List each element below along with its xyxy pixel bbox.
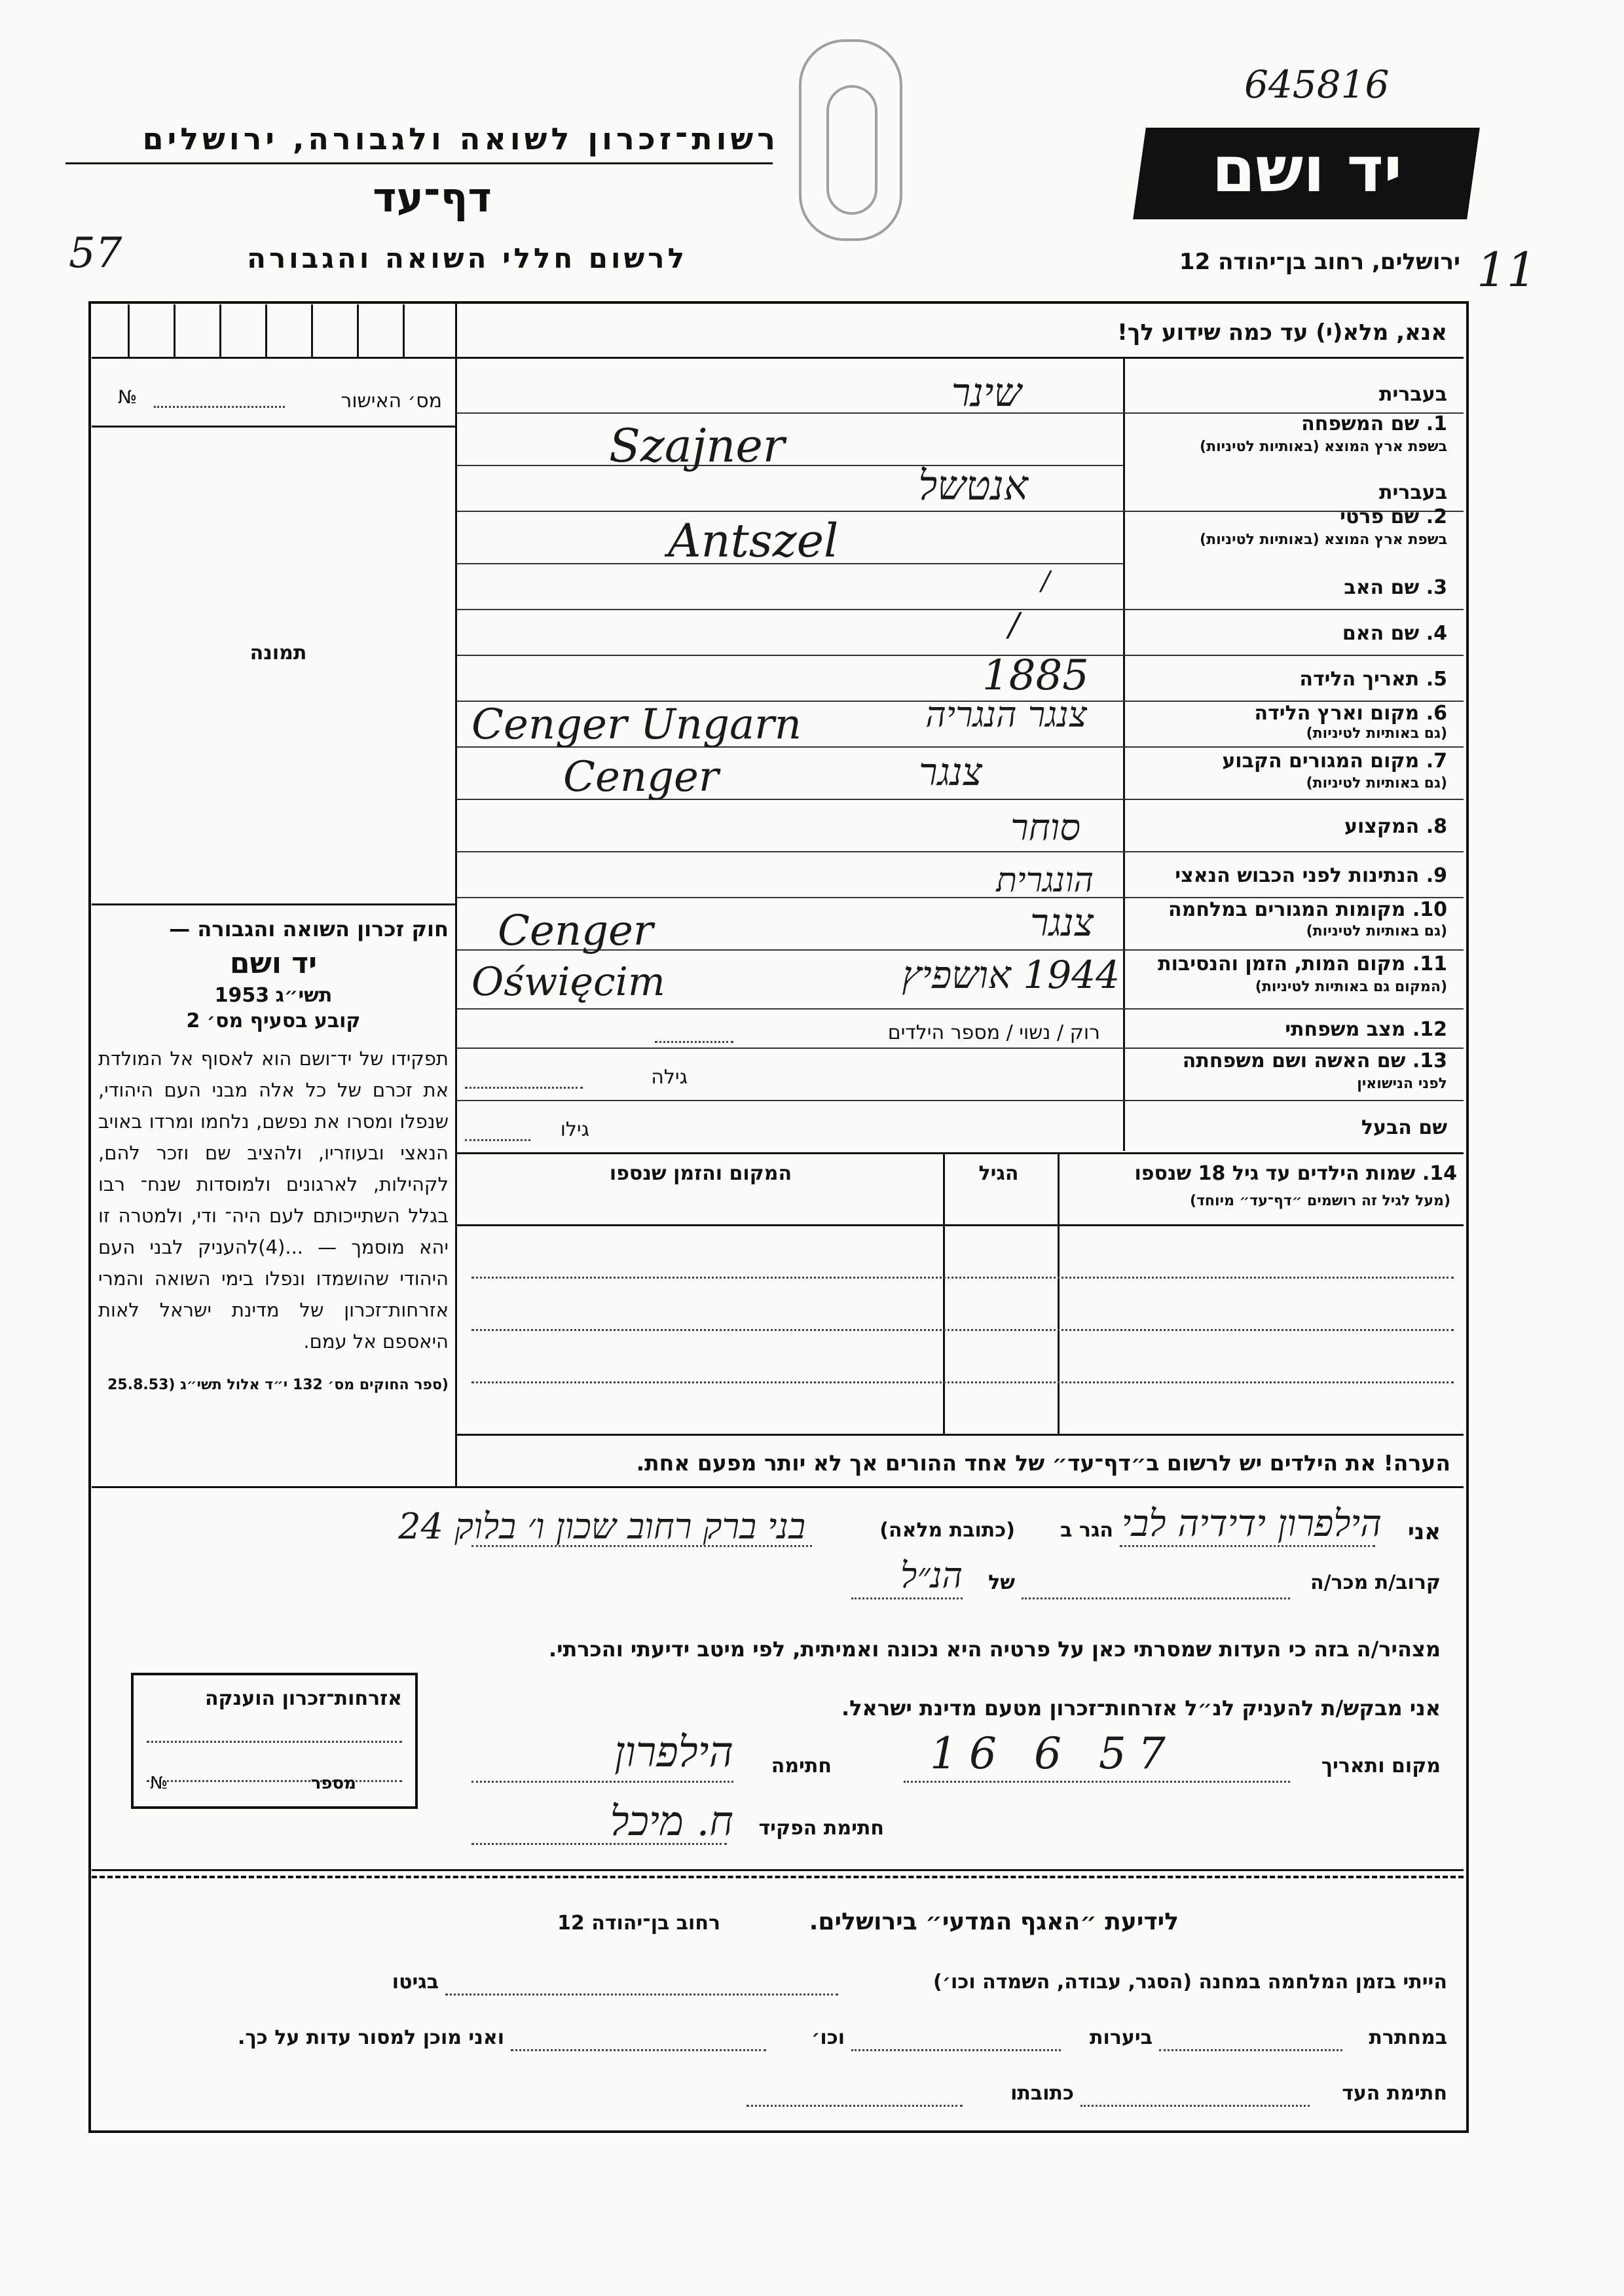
firstname-hebrew-value: אנטשל <box>918 462 1028 509</box>
bottom-line2-b: ביערות <box>1090 2026 1153 2049</box>
children-header-name-sub: (מעל לגיל זה רושמים ״דף־עד״ מיוחד) <box>1189 1193 1450 1209</box>
witness-of-label: של <box>988 1571 1015 1594</box>
yad-vashem-logo <box>1133 128 1480 219</box>
field-1-lang: בעברית <box>1379 383 1447 406</box>
children-header-place: המקום והזמן שנספו <box>609 1162 792 1185</box>
witness-address-value: בני ברק רחוב שכון ו׳ בלוק 24 <box>398 1506 805 1547</box>
field-7-label: 7. מקום המגורים הקבוע <box>1222 750 1447 773</box>
form-title: דף־עד <box>373 173 492 221</box>
field-9-label: 9. הנתינות לפני הכבוש הנאצי <box>1175 864 1447 887</box>
wartime-residence-latin-value: Cenger <box>498 907 654 955</box>
law-clause: קובע בסעיף מס׳ 2 <box>186 1010 361 1032</box>
bottom-line3-b: כתובתו <box>1010 2082 1074 2105</box>
surname-latin-value: Szajner <box>609 419 785 473</box>
husband-label: שם הבעל <box>1361 1116 1447 1139</box>
citizenship-title: אזרחות־זכרון הוענקה <box>204 1687 402 1710</box>
family-status-options: רוק / נשוי / מספר הילדים <box>887 1021 1100 1044</box>
approval-number-label: מס׳ האישור <box>341 390 442 412</box>
field-4-label: 4. שם האם <box>1342 622 1447 645</box>
wartime-residence-hebrew-value: צנגר <box>1030 900 1094 945</box>
witness-relative-label: קרוב/ת מכר/ה <box>1310 1571 1441 1594</box>
form-subtitle: לרשום חללי השואה והגבורה <box>247 242 688 274</box>
field-6-label: 6. מקום וארץ הלידה <box>1254 702 1447 725</box>
residence-hebrew-value: צנגר <box>919 750 982 794</box>
instruction-text: אנא, מלא(י) עד כמה שידוע לך! <box>1117 319 1447 346</box>
field-11-label: 11. מקום המות, הזמן והנסיבות <box>1158 953 1447 975</box>
birthplace-latin-value: Cenger Ungarn <box>471 701 802 749</box>
field-10-sub: (גם באותיות לטיניות) <box>1306 923 1447 939</box>
law-body: תפקידו של יד־ושם הוא לאסוף אל המולדת את זכרם של כל אלה מבני העם היהודי, שנפלו ומסרו את נפשם, נלחמו ומרדו באויב הנאצי ובעוזריו, ולהציב שם וזכר להם, לקהילות, לארגונים ולמוסדות שנח־ רבו בגלל השתייכותם לעם היה־ ודי, ולמטרה זו יהא מוסמך — ...(4)להעניק לבני העם היהודי שהושמדו ונפלו בימי השואה והמרי אזרחות־זכרון של מדינת ישראל לאות היאספם אל עמם. <box>98 1048 449 1353</box>
husband-age-label: גילו <box>560 1118 589 1141</box>
bottom-line2-c: וכו׳ <box>811 2026 845 2049</box>
witness-resides-label: הגר ב <box>1060 1519 1113 1542</box>
archive-number: 645816 <box>1244 62 1390 107</box>
law-year: 1953 <box>214 984 270 1007</box>
authority-name: רשות־זכרון לשואה ולגבורה, ירושלים <box>142 121 779 156</box>
citizenship-number-label: מספר <box>310 1774 356 1793</box>
margin-number-right: 11 <box>1477 242 1537 297</box>
bottom-line1-b: בגיטו <box>392 1971 439 1994</box>
witness-request: אני מבקש/ת להעניק לנ״ל אזרחות־זכרון מטעם מדינת ישראל. <box>841 1696 1441 1721</box>
citizenship-no-sign: № <box>150 1774 168 1793</box>
father-name-value: / <box>1041 566 1050 596</box>
field-12-label: 12. מצב משפחתי <box>1285 1018 1447 1041</box>
residence-latin-value: Cenger <box>563 753 719 801</box>
children-header-name: 14. שמות הילדים עד גיל 18 שנספו <box>1134 1162 1457 1185</box>
witness-declaration: מצהיר/ה בזה כי העדות שמסרתי כאן על פרטיה היא נכונה ואמיתית, לפי מיטב ידיעתי והכרתי. <box>548 1637 1441 1662</box>
birth-date-value: 1885 <box>982 651 1089 700</box>
date-value: 16 6 57 <box>930 1728 1177 1779</box>
mother-name-value: / <box>1008 606 1020 644</box>
field-1-label: 1. שם המשפחה <box>1301 412 1447 435</box>
witness-i-label: אני <box>1407 1519 1441 1545</box>
field-11-sub: (המקום גם באותיות לטיניות) <box>1255 979 1447 995</box>
address: ירושלים, רחוב בן־יהודה 12 <box>1179 249 1460 275</box>
field-3-label: 3. שם האב <box>1344 576 1447 599</box>
field-2-label: 2. שם פרטי <box>1340 505 1447 528</box>
field-6-sub: (גם באותיות לטיניות) <box>1306 725 1447 742</box>
clerk-signature-label: חתימת הפקיד <box>758 1817 884 1840</box>
death-place-hebrew-value: 1944 אושפיץ <box>902 953 1120 997</box>
field-13-sub: לפני הנישואין <box>1357 1076 1447 1092</box>
nationality-value: הונגרית <box>996 861 1094 900</box>
law-year-hebrew: תשי״ג <box>275 984 333 1007</box>
place-date-label: מקום ותאריך <box>1321 1755 1441 1777</box>
witness-name-value: הילפרון ידידיה לבי <box>1121 1503 1382 1545</box>
witness-signature: הילפרון <box>614 1728 733 1777</box>
photo-label: תמונה <box>249 642 307 665</box>
bottom-line1-a: הייתי בזמן המלחמה במחנה (הסגר, עבודה, השמדה וכו׳) <box>933 1971 1447 1994</box>
law-logo: יד ושם <box>229 947 318 980</box>
approval-boxes <box>92 304 455 357</box>
paperclip-inner-mark <box>826 85 877 215</box>
law-source: (ספר החוקים מס׳ 132 י״ד אלול תשי״ג (25.8.53 <box>107 1377 449 1393</box>
birthplace-hebrew-value: צנגר הנגריה <box>925 694 1087 735</box>
clerk-signature: ח. מיכל <box>610 1797 733 1845</box>
surname-hebrew-value: שינר <box>951 370 1022 416</box>
bottom-line3-a: חתימת העד <box>1342 2082 1447 2105</box>
citizenship-box <box>131 1673 418 1809</box>
tear-line <box>92 1876 1464 1878</box>
witness-address-label: (כתובת מלאה) <box>879 1519 1015 1542</box>
law-box <box>98 917 449 1393</box>
field-1-sub: בשפת ארץ המוצא (באותיות לטיניות) <box>1200 439 1447 455</box>
death-place-latin-value: Oświęcim <box>471 959 665 1005</box>
field-2-sub: בשפת ארץ המוצא (באותיות לטיניות) <box>1200 532 1447 548</box>
bottom-line2-a: במחתרת <box>1369 2026 1447 2049</box>
firstname-latin-value: Antszel <box>668 514 839 568</box>
bottom-address: רחוב בן־יהודה 12 <box>557 1912 720 1935</box>
margin-number-left: 57 <box>69 229 122 278</box>
signature-label: חתימה <box>771 1755 832 1777</box>
field-2-lang: בעברית <box>1379 481 1447 504</box>
field-7-sub: (גם באותיות לטיניות) <box>1306 775 1447 792</box>
occupation-value: סוחר <box>1010 807 1080 849</box>
approval-no-sign: № <box>118 386 138 408</box>
children-note: הערה! את הילדים יש לרשום ב״דף־עד״ של אחד ההורים אך לא יותר מפעם אחת. <box>636 1450 1450 1476</box>
field-8-label: 8. המקצוע <box>1344 815 1447 838</box>
field-5-label: 5. תאריך הלידה <box>1299 668 1447 691</box>
logo-text: יד ושם <box>1211 133 1403 206</box>
wife-age-label: גילה <box>651 1066 688 1089</box>
field-13-label: 13. שם האשה ושם משפחתה <box>1182 1049 1447 1072</box>
bottom-title: לידיעת ״האגף המדעי״ בירושלים. <box>809 1908 1179 1935</box>
children-header-age: הגיל <box>978 1162 1019 1185</box>
field-10-label: 10. מקומות המגורים במלחמה <box>1168 898 1447 921</box>
witness-relation-value: הנ״ל <box>900 1555 963 1596</box>
law-title: חוק זכרון השואה והגבורה — <box>169 917 449 941</box>
bottom-line2-d: ואני מוכן למסור עדות על כך. <box>238 2026 504 2049</box>
